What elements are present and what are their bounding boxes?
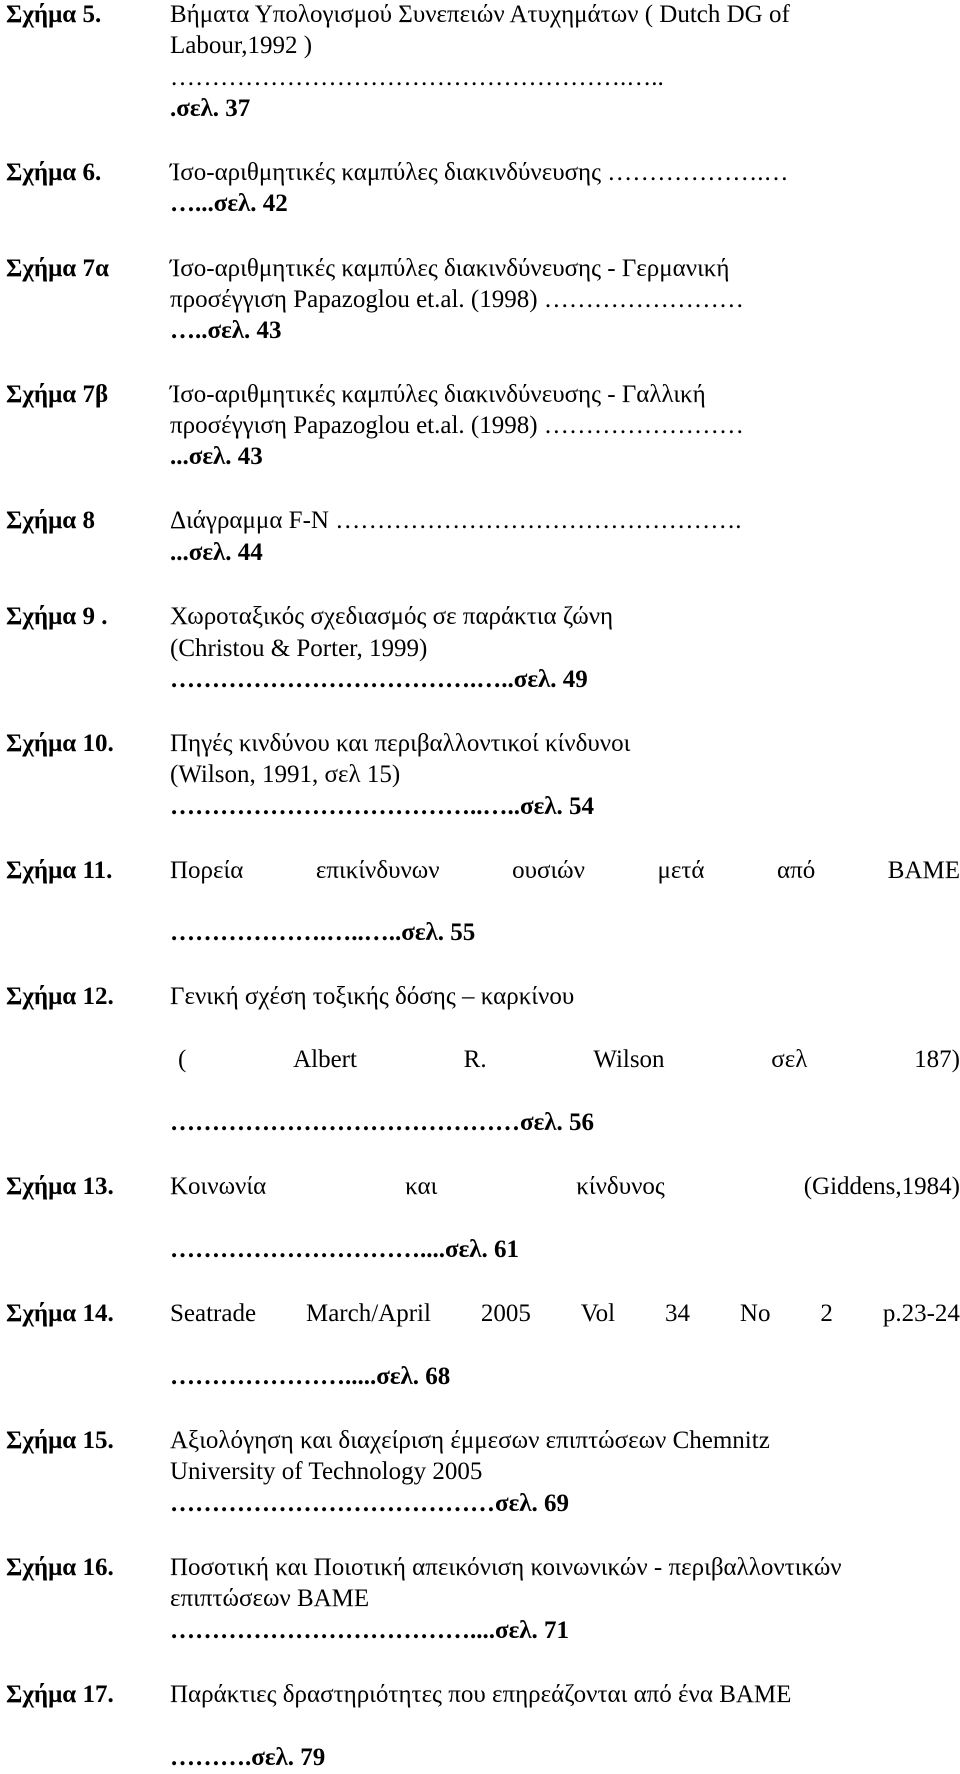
page-ref: ...σελ. 43 xyxy=(170,443,263,470)
page-ref: …..σελ. 43 xyxy=(170,317,282,344)
caption-word: 2 xyxy=(820,1300,833,1327)
caption-word: Seatrade xyxy=(170,1300,257,1327)
caption-word: (Giddens,1984) xyxy=(803,1173,960,1200)
caption-word: επικίνδυνων xyxy=(315,857,440,884)
page-ref: .σελ. 37 xyxy=(170,95,251,122)
figure-caption-justified xyxy=(170,858,960,883)
caption-word: 187) xyxy=(914,1046,960,1073)
figure-caption-line: Βήματα Υπολογισμού Συνεπειών Ατυχημάτων ( Dutch DG of xyxy=(170,1,790,28)
figure-label: Σχήμα 6. xyxy=(6,159,102,186)
page-ref: ……………….…..…..σελ. 55 xyxy=(170,919,476,946)
figure-label: Σχήμα 16. xyxy=(6,1554,114,1581)
caption-word: Wilson xyxy=(593,1046,665,1073)
page-ref: ……….σελ. 79 xyxy=(170,1744,326,1771)
caption-word: 2005 xyxy=(480,1300,531,1327)
figure-label: Σχήμα 13. xyxy=(6,1173,114,1200)
figure-label: Σχήμα 8 xyxy=(6,507,95,534)
caption-word: και xyxy=(405,1173,438,1200)
caption-word: κίνδυνος xyxy=(576,1173,665,1200)
figure-caption-line: επιπτώσεων ΒΑΜΕ xyxy=(170,1585,370,1612)
figure-caption-line: Αξιολόγηση και διαχείριση έμμεσων επιπτώσεων Chemnitz xyxy=(170,1427,770,1454)
figure-label: Σχήμα 11. xyxy=(6,857,113,884)
caption-word: ουσιών xyxy=(512,857,585,884)
figure-caption-line: Ίσο-αριθμητικές καμπύλες διακινδύνευσης - Γερμανική xyxy=(170,255,730,282)
caption-word: μετά xyxy=(657,857,705,884)
figure-caption-line: Χωροταξικός σχεδιασμός σε παράκτια ζώνη xyxy=(170,603,614,630)
figure-caption-line: Γενική σχέση τοξικής δόσης – καρκίνου xyxy=(170,983,575,1010)
page-ref: …………………………....σελ. 61 xyxy=(170,1236,520,1263)
caption-word: March/April xyxy=(305,1300,431,1327)
caption-word: 34 xyxy=(665,1300,690,1327)
caption-word: Albert xyxy=(293,1046,357,1073)
page-ref: ………………………………..…..σελ. 54 xyxy=(170,793,595,820)
figure-caption-justified xyxy=(170,1301,960,1326)
figure-caption-line: Πηγές κινδύνου και περιβαλλοντικοί κίνδυνοι xyxy=(170,730,631,757)
caption-word: p.23-24 xyxy=(882,1300,960,1327)
figure-caption-justified xyxy=(178,1047,960,1072)
caption-word: Vol xyxy=(580,1300,616,1327)
caption-word: Κοινωνία xyxy=(170,1173,267,1200)
page-ref: ………………….....σελ. 68 xyxy=(170,1363,451,1390)
caption-word: από xyxy=(777,857,816,884)
page-ref: ……………………………….…..σελ. 49 xyxy=(170,666,588,693)
figure-label: Σχήμα 10. xyxy=(6,730,114,757)
figure-caption-line: Ίσο-αριθμητικές καμπύλες διακινδύνευσης ……………….… xyxy=(170,159,789,186)
figure-caption-line: University of Technology 2005 xyxy=(170,1458,483,1485)
figure-label: Σχήμα 14. xyxy=(6,1300,114,1327)
page-ref: …………………………………σελ. 69 xyxy=(170,1490,570,1517)
figure-caption-justified xyxy=(170,1174,960,1199)
caption-word: Πορεία xyxy=(170,857,244,884)
figure-caption-line: Διάγραμμα F-N …………………………………………. xyxy=(170,507,742,534)
figure-caption-line: (Wilson, 1991, σελ 15) xyxy=(170,761,401,788)
figure-caption-line: Labour,1992 ) xyxy=(170,32,313,59)
caption-word: σελ xyxy=(771,1046,808,1073)
dot-leader: ……………………………………………….….. xyxy=(170,64,664,91)
figure-caption-line: προσέγγιση Papazoglou et.al. (1998) …………………… xyxy=(170,412,744,439)
figure-label: Σχήμα 7β xyxy=(6,381,109,408)
figure-label: Σχήμα 5. xyxy=(6,1,102,28)
page-ref: ...σελ. 44 xyxy=(170,539,263,566)
figure-label: Σχήμα 12. xyxy=(6,983,114,1010)
figure-label: Σχήμα 17. xyxy=(6,1681,114,1708)
page-ref: ……………………………………σελ. 56 xyxy=(170,1109,595,1136)
caption-word: ( xyxy=(178,1046,187,1073)
figure-caption-line: (Christou & Porter, 1999) xyxy=(170,635,428,662)
figure-label: Σχήμα 9 . xyxy=(6,603,108,630)
caption-word: No xyxy=(739,1300,771,1327)
page-ref: ………………………………....σελ. 71 xyxy=(170,1617,570,1644)
figure-label: Σχήμα 7α xyxy=(6,255,109,282)
figure-caption-line: προσέγγιση Papazoglou et.al. (1998) …………………… xyxy=(170,286,744,313)
caption-word: R. xyxy=(463,1046,487,1073)
figure-label: Σχήμα 15. xyxy=(6,1427,114,1454)
figure-caption-line: Παράκτιες δραστηριότητες που επηρεάζονται από ένα ΒΑΜΕ xyxy=(170,1681,792,1708)
page-ref: …...σελ. 42 xyxy=(170,190,288,217)
figure-caption-line: Ποσοτική και Ποιοτική απεικόνιση κοινωνικών - περιβαλλοντικών xyxy=(170,1554,842,1581)
caption-word: ΒΑΜΕ xyxy=(887,857,960,884)
figure-caption-line: Ίσο-αριθμητικές καμπύλες διακινδύνευσης - Γαλλική xyxy=(170,381,706,408)
